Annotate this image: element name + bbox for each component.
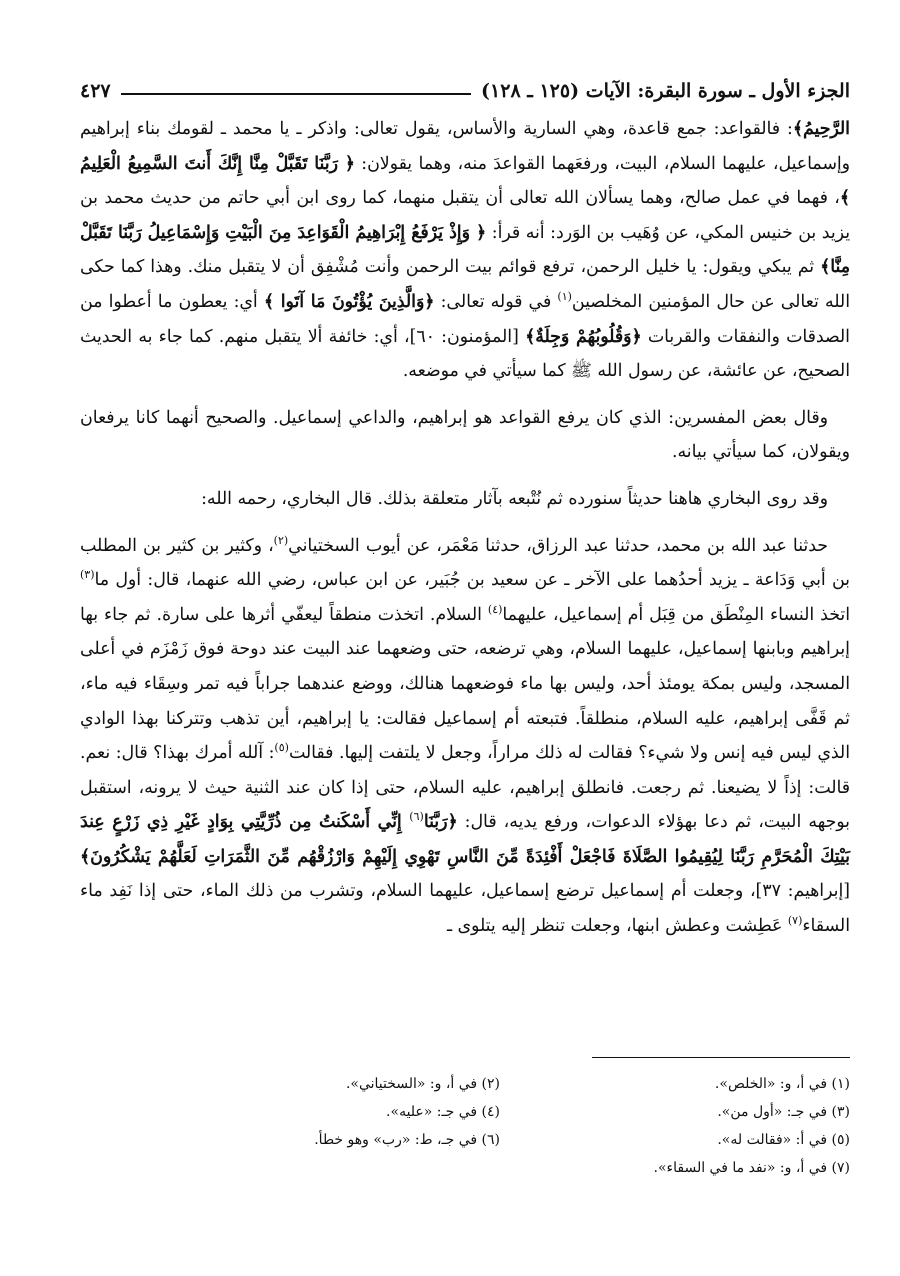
footnote-ref: (٢) [273, 533, 289, 547]
text-run: حدثنا عبد الله بن محمد، حدثنا عبد الرزاق، حدثنا مَعْمَر، عن أيوب السختياني [288, 535, 828, 556]
running-title: الجزء الأول ـ سورة البقرة: الآيات (١٢٥ ـ ١٢٨) [481, 80, 850, 102]
footnote-ref: (٤) [487, 602, 503, 616]
footnote-ref: (٧) [787, 914, 803, 928]
quran-verse: ﴿رَبَّنَا [423, 812, 458, 833]
text-run: ، فهما في عمل صالح، وهما يسألان الله تعالى أن يتقبل منهما، كما روى ابن أبي حاتم من حديث محمد بن يزيد بن خنيس المكي، عن وُهَيب بن الوَرد: أنه قرأ: [80, 188, 851, 243]
text-run: ثم يبكي ويقول: يا خليل الرحمن، ترفع قوائم بيت الرحمن وأنت مُشْفِق أن لا يتقبل منك. وهذا كما حكى الله تعالى عن حال المؤمنين المخلصين [80, 257, 851, 312]
page-header [80, 62, 850, 102]
quran-verse: الرَّحِيمُ﴾ [792, 119, 850, 139]
footnote-row [80, 1126, 850, 1154]
footnote: (٣) في جـ: «أول من». [717, 1104, 850, 1120]
footnote-row [80, 1098, 850, 1126]
header-rule [121, 93, 471, 95]
text-run: [المؤمنون: ٦٠]، أي: خائفة ألا يتقبل منهم. كما جاء به الحديث الصحيح، عن عائشة، عن رسول الله ﷺ كما سيأتي في موضعه. [80, 326, 850, 382]
footnote-row [80, 1070, 850, 1098]
text-run: أي: يعطون ما أعطوا من الصدقات والنفقات والقربات [80, 291, 850, 347]
page-number: ٤٢٧ [80, 80, 111, 102]
text-run: : فالقواعد: جمع قاعدة، وهي السارية والأساس، يقول تعالى: واذكر ـ يا محمد ـ لقومك بناء إبراهيم وإسماعيل، عليهما السلام، البيت، ورفعَهما القواعدَ منه، وهما يقولان: [80, 119, 850, 174]
text-run: في قوله تعالى: [434, 291, 558, 312]
footnote-ref: (١) [557, 290, 572, 304]
paragraph [80, 482, 850, 517]
paragraph [80, 401, 850, 470]
page-body [80, 112, 850, 944]
footnote [80, 1154, 510, 1182]
quran-verse: ﴿وَالَّذِينَ يُؤْتُونَ مَا آتَوا ﴾ [263, 291, 435, 312]
footnote: (٥) في أ: «فقالت له». [717, 1132, 850, 1148]
text-run: عَطِشت وعطش ابنها، وجعلت تنظر إليه يتلوى ـ [446, 916, 788, 937]
footnote: (٢) في أ، و: «السختياني». [345, 1076, 500, 1092]
text-run: : آلله أمرك بهذا؟ قال: نعم. قالت: إذاً لا يضيعنا. ثم رجعت. فانطلق إبراهيم، عليه السلام، حتى إذا كان عند الثنية حيث لا يرونه، استقبل بوجهه البيت، ثم دعا بهؤلاء الدعوات، ورفع يديه، قال: [80, 743, 850, 833]
book-page [80, 62, 850, 1222]
paragraph [80, 112, 850, 389]
quran-verse: ﴿ وَإِذْ يَرْفَعُ إِبْرَاهِيمُ الْقَوَاعِدَ مِنَ الْبَيْتِ وَإِسْمَاعِيلُ رَبَّنَا تَقَبَّلْ مِنَّا﴾ [80, 222, 850, 278]
footnote-ref: (٦) [409, 810, 424, 824]
text-run: [إبراهيم: ٣٧]، وجعلت أم إسماعيل ترضع إسماعيل، عليهما السلام، وتشرب من ذلك الماء، حتى إذا نَفِد ماء السقاء [80, 881, 850, 937]
text-run: السلام. اتخذت منطقاً ليعفّي أثرها على سارة. ثم جاء بها إبراهيم وبابنها إسماعيل، عليهما السلام، وهي ترضعه، حتى وضعهما عند البيت عند دوحة فوق زَمْزَم في أعلى المسجد، وليس بمكة يومئذ أحد، وليس بها ماء فوضعهما هنالك، ووضع عندهما جراباً فيه تمر وسِقَاء فيه ماء، ثم قَفَّى إبراهيم، عليه السلام، منطلقاً. فتبعته أم إسماعيل فقالت: يا إبراهيم، أين تذهب وتتركنا بهذا الوادي الذي ليس فيه إنس ولا شيء؟ فقالت له ذلك مراراً، وجعل لا يلتفت إليها. فقالت [80, 604, 850, 764]
footnote: (١) في أ، و: «الخلص». [714, 1076, 850, 1092]
paragraph [80, 529, 850, 944]
footnote-separator [592, 1057, 850, 1058]
footnote: (٧) في أ، و: «نفد ما في السقاء». [653, 1160, 850, 1176]
footnotes [80, 1070, 850, 1182]
text-run: وقد روى البخاري هاهنا حديثاً سنورده ثم نُتْبعه بآثار متعلقة بذلك. قال البخاري، رحمه الله: [201, 488, 828, 509]
footnote-ref: (٥) [274, 741, 289, 755]
footnote: (٦) في جـ، ط: «رب» وهو خطأ. [314, 1132, 500, 1148]
text-run: اتخذ النساء المِنْطَق من قِبَل أم إسماعيل، عليهما [502, 604, 850, 625]
quran-verse: ﴿وَقُلُوبُهُمْ وَجِلَةٌ﴾ [525, 326, 642, 347]
quran-verse: إِنِّي أَسْكَنتُ مِن ذُرِّيَّتِي بِوَادٍ غَيْرِ ذِي زَرْعٍ عِندَ بَيْتِكَ الْمُحَرَّمِ رَبَّنَا لِيُقِيمُوا الصَّلَاةَ فَاجْعَلْ أَفْئِدَةً مِّنَ النَّاسِ تَهْوِي إِلَيْهِمْ وَارْزُقْهُم مِّنَ الثَّمَرَاتِ لَعَلَّهُمْ يَشْكُرُونَ﴾ [80, 812, 850, 867]
text-run: وقال بعض المفسرين: الذي كان يرفع القواعد هو إبراهيم، والداعي إسماعيل. والصحيح أنهما كانا يرفعان ويقولان، كما سيأتي بيانه. [80, 407, 850, 463]
quran-verse: ﴿ رَبَّنَا تَقَبَّلْ مِنَّا إِنَّكَ أَنتَ السَّمِيعُ الْعَلِيمُ ﴾ [80, 153, 850, 209]
footnote: (٤) في جـ: «عليه». [386, 1104, 500, 1120]
text-run: ، وكثير بن كثير بن المطلب بن أبي وَدَاعة ـ يزيد أحدُهما على الآخر ـ عن سعيد بن جُبَير، عن ابن عباس، رضي الله عنهما، قال: أول ما [80, 535, 850, 591]
footnote-ref: (٣) [80, 568, 95, 582]
footnote-row [80, 1154, 850, 1182]
